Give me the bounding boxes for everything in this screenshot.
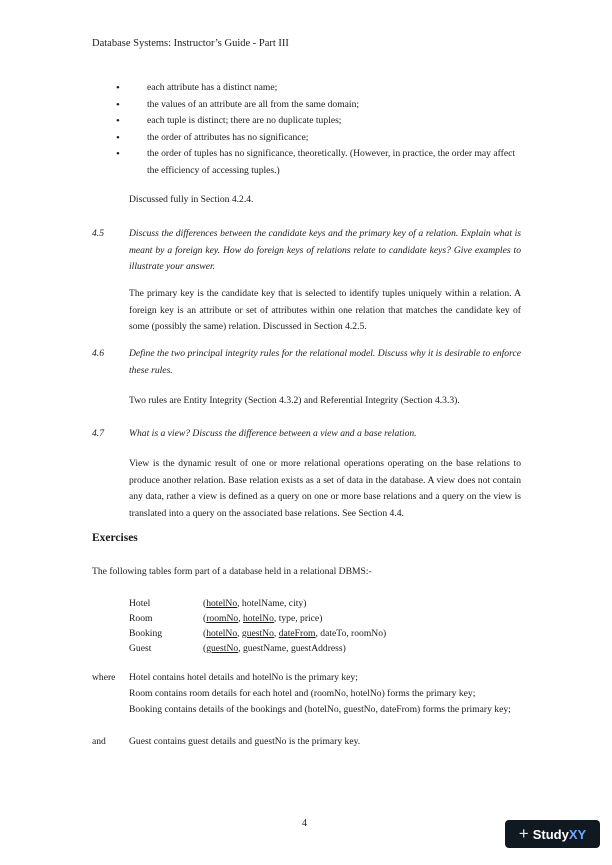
page-number: 4: [302, 818, 307, 829]
schema-row: [129, 626, 386, 641]
where-line: Hotel contains hotel details and hotelNo is the primary key;: [129, 672, 358, 683]
list-item: • the order of tuples has no significance, theoretically. (However, in practice, the order may affect the efficiency of accessing tuples.): [112, 146, 522, 179]
where-line: Room contains room details for each hotel and (roomNo, hotelNo) forms the primary key;: [129, 688, 476, 699]
primary-key-attribute: hotelNo: [206, 628, 238, 639]
exercises-intro: The following tables form part of a database held in a relational DBMS:-: [92, 566, 372, 577]
question-number: 4.7: [92, 428, 104, 439]
discussed-note: Discussed fully in Section 4.2.4.: [129, 194, 254, 205]
primary-key-attribute: hotelNo: [242, 613, 274, 624]
primary-key-attribute: dateFrom: [278, 628, 316, 639]
list-item: • the values of an attribute are all from the same domain;: [112, 97, 522, 114]
plus-icon: +: [518, 824, 529, 843]
primary-key-attribute: guestNo: [241, 628, 274, 639]
schema-row: [129, 641, 386, 656]
list-item: • each attribute has a distinct name;: [112, 80, 522, 97]
relation-name: Guest: [129, 643, 152, 654]
page-header: Database Systems: Instructor’s Guide - Part III: [92, 38, 289, 49]
relation-attributes: (hotelNo, hotelName, city): [203, 598, 307, 609]
question-number: 4.6: [92, 348, 104, 359]
question-number: 4.5: [92, 228, 104, 239]
relation-name: Room: [129, 613, 153, 624]
answer-text: Two rules are Entity Integrity (Section 4.3.2) and Referential Integrity (Section 4.3.3).: [129, 395, 460, 406]
question-text: What is a view? Discuss the difference between a view and a base relation.: [129, 428, 417, 439]
studyxy-badge[interactable]: [505, 820, 600, 848]
schema-table: [129, 596, 386, 656]
and-label: and: [92, 736, 106, 747]
primary-key-attribute: guestNo: [206, 643, 239, 654]
relation-properties-list: [112, 80, 522, 179]
schema-row: [129, 596, 386, 611]
relation-name: Hotel: [129, 598, 151, 609]
brand-name: StudyXY: [532, 826, 587, 842]
where-label: where: [92, 672, 116, 683]
list-item: • each tuple is distinct; there are no duplicate tuples;: [112, 113, 522, 130]
and-line: Guest contains guest details and guestNo is the primary key.: [129, 736, 361, 747]
exercises-heading: Exercises: [92, 532, 138, 544]
relation-attributes: (guestNo, guestName, guestAddress): [203, 643, 346, 654]
question-text: Discuss the differences between the candidate keys and the primary key of a relation. Explain what is meant by a foreign key. How do foreign keys of relations relate to candidate keys? Give examples to illustrate your answer.: [129, 228, 521, 272]
list-item: • the order of attributes has no significance;: [112, 130, 522, 147]
relation-attributes: (roomNo, hotelNo, type, price): [203, 613, 323, 624]
primary-key-attribute: hotelNo: [206, 598, 238, 609]
primary-key-attribute: roomNo: [206, 613, 239, 624]
answer-text: The primary key is the candidate key that is selected to identify tuples uniquely within a relation. A foreign key is an attribute or set of attributes within one relation that matches the candidate key of some (possibly the same) relation. Discussed in Section 4.2.5.: [129, 288, 521, 332]
schema-row: [129, 611, 386, 626]
relation-name: Booking: [129, 628, 163, 639]
answer-text: View is the dynamic result of one or more relational operations operating on the base relations to produce another relation. Base relation exists as a set of data in the database. A view does not contain any data, rather a view is defined as a query on one or more base relations and a query on the view is translated into a query on the associated base relations. See Section 4.4.: [129, 458, 521, 519]
relation-attributes: (hotelNo, guestNo, dateFrom, dateTo, roomNo): [203, 628, 387, 639]
where-line: Booking contains details of the bookings and (hotelNo, guestNo, dateFrom) forms the primary key;: [129, 704, 511, 715]
question-text: Define the two principal integrity rules for the relational model. Discuss why it is desirable to enforce these rules.: [129, 348, 521, 376]
